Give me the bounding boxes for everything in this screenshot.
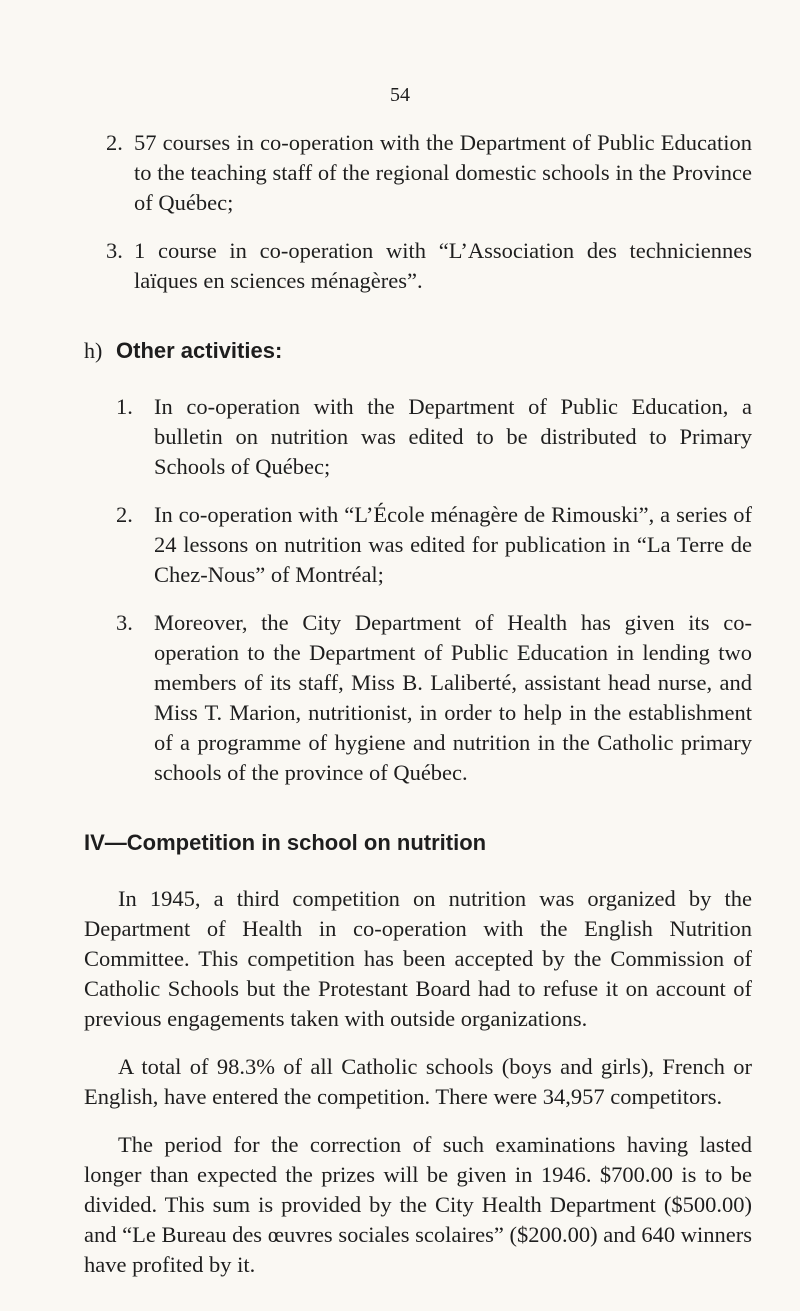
section-label: h) [84,338,103,363]
paragraph: A total of 98.3% of all Catholic schools (boys and girls), French or English, have entered the competition. There were 34,957 competitors. [84,1054,752,1109]
paragraph: The period for the correction of such examinations having lasted longer than expected the prizes will be given in 1946. $700.00 is to be divided. This sum is provided by the City Health Department ($500.00) and “Le Bureau des œuvres sociales scolaires” ($200.00) and 640 winners have profited by it. [84,1132,752,1277]
list-item-number: 2. [106,130,123,155]
page-number: 54 [390,84,410,106]
list-item-number: 3. [106,238,123,263]
list-item [116,392,752,482]
list-item-number: 3. [116,610,133,635]
list-item [116,608,752,788]
list-item-text: Moreover, the City Department of Health has given its co-operation to the Department of Public Education in lending two members of its staff, Miss B. Laliberté, assistant head nurse, and Miss T. Marion, nutritionist, in order to help in the establishment of a programme of hygiene and nutrition in the Catholic primary schools of the province of Québec. [154,610,752,785]
list-item-number: 1. [116,394,133,419]
page-content [84,128,752,1280]
section-title: Other activities: [116,338,283,363]
section-heading-competition: IV—Competition in school on nutrition [84,830,487,855]
list-item-text: 57 courses in co-operation with the Department of Public Education to the teaching staff of the regional domestic schools in the Province of Québec; [134,130,752,215]
list-item-number: 2. [116,502,133,527]
list-item [84,236,752,296]
paragraph: In 1945, a third competition on nutrition was organized by the Department of Health in co-operation with the English Nutrition Committee. This competition has been accepted by the Commission of Catholic Schools but the Protestant Board had to refuse it on account of previous engagements taken with outside organizations. [84,886,752,1031]
list-item [116,500,752,590]
list-item [84,128,752,218]
list-item-text: In co-operation with “L’École ménagère de Rimouski”, a series of 24 lessons on nutrition was edited for publication in “La Terre de Chez-Nous” of Montréal; [154,502,752,587]
section-heading-other-activities [84,336,752,366]
list-item-text: 1 course in co-operation with “L’Association des techniciennes laïques en sciences ménagères”. [134,238,752,293]
list-item-text: In co-operation with the Department of Public Education, a bulletin on nutrition was edited to be distributed to Primary Schools of Québec; [154,394,752,479]
